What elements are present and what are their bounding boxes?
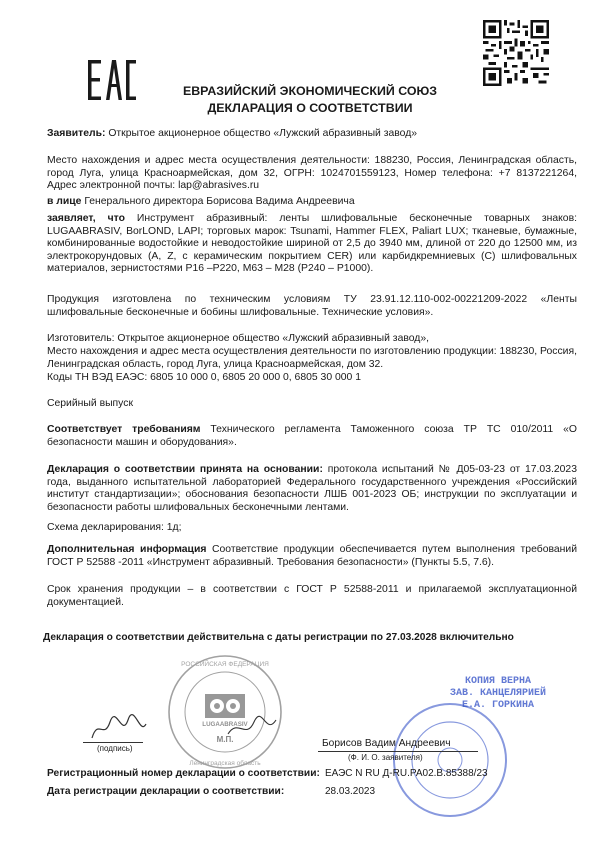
- qr-code: [483, 20, 549, 86]
- name-caption: (Ф. И. О. заявителя): [348, 753, 423, 762]
- copy-stamp-line3: Е.А. ГОРКИНА: [461, 700, 534, 711]
- tnved-codes: Коды ТН ВЭД ЕАЭС: 6805 10 000 0, 6805 20 000 0, 6805 30 000 1: [47, 372, 362, 383]
- mp-label: М.П.: [216, 735, 234, 744]
- registration-number-label: Регистрационный номер декларации о соответствии:: [47, 768, 320, 779]
- declares-label: заявляет, что: [47, 213, 125, 224]
- address-paragraph: Место нахождения и адрес места осуществления деятельности: 188230, Россия, Ленинградская область, город Луга, улица Красноармейская, дом 32, ОГРН: 1024701559123, Номер телефона: +7 8137221264, Адрес электронной почты: lap@abrasives.ru: [47, 155, 577, 192]
- applicant-name: Борисов Вадим Андреевич: [322, 738, 451, 749]
- signature-line: [83, 742, 143, 743]
- basis-label: Декларация о соответствии принята на основании:: [47, 464, 323, 475]
- signature-caption: (подпись): [97, 744, 133, 753]
- additional-value: Соответствие продукции обеспечивается путем выполнения требований ГОСТ Р 52588 -2011 «Инструмент абразивный. Требования безопасности» (Пункты 5.5, 7.6).: [47, 544, 577, 568]
- union-title: ЕВРАЗИЙСКИЙ ЭКОНОМИЧЕСКИЙ СОЮЗ: [182, 84, 438, 98]
- requirements-label: Соответствует требованиям: [47, 424, 201, 435]
- person-line: [47, 196, 577, 209]
- name-line: [318, 751, 478, 752]
- storage-paragraph: Срок хранения продукции – в соответствии с ГОСТ Р 52588-2011 и прилагаемой эксплуатационной документацией.: [47, 584, 577, 608]
- additional-paragraph: [47, 544, 577, 569]
- basis-value: протокола испытаний № Д05-03-23 от 17.03.2023 года, выданного испытательной лабораторией Федерального государственного учреждения «Российский институт стандартизации»; обоснования безопасности ЛШБ 001-2023 ОБ; инструкции по эксплуатации и безопасности работы шлифовальных бесконечными лентами.: [47, 464, 577, 513]
- additional-label: Дополнительная информация: [47, 544, 207, 555]
- scheme-line: Схема декларирования: 1д;: [47, 522, 182, 533]
- seal-logo-text: LUGAABRASIV: [202, 721, 248, 728]
- director-signature-scribble: [226, 714, 278, 744]
- registration-date-label: Дата регистрации декларации о соответствии:: [47, 786, 285, 797]
- seal-top-text: РОССИЙСКАЯ ФЕДЕРАЦИЯ: [181, 661, 269, 668]
- serial-production: Серийный выпуск: [47, 398, 134, 409]
- manufacturer-address: Место нахождения и адрес места осуществления деятельности по изготовлению продукции: 188230, Россия, Ленинградская область, город Луга, улица Красноармейская, дом 32.: [47, 346, 577, 370]
- manufacturer-name: Изготовитель: Открытое акционерное общество «Лужский абразивный завод»,: [47, 333, 430, 344]
- copy-stamp-line1: КОПИЯ ВЕРНА: [464, 676, 531, 687]
- applicant-label: Заявитель:: [47, 128, 106, 139]
- registration-number-value: ЕАЭС N RU Д-RU.РА02.В.85388/23: [325, 768, 488, 779]
- requirements-value: Технического регламента Таможенного союза ТР ТС 010/2011 «О безопасности машин и оборудования».: [47, 424, 577, 448]
- applicant-line: [47, 128, 577, 141]
- copy-stamp-line2: ЗАВ. КАНЦЕЛЯРИЕЙ: [449, 688, 546, 699]
- seal-bottom-text: Ленинградская область: [189, 760, 261, 767]
- declares-paragraph: [47, 213, 577, 276]
- applicant-signature-scribble: [88, 712, 148, 744]
- person-label: в лице: [47, 196, 82, 207]
- person-value: Генерального директора Борисова Вадима Андреевича: [84, 196, 355, 207]
- production-paragraph: Продукция изготовлена по техническим условиям ТУ 23.91.12.110-002-00221209-2022 «Ленты шлифовальные бесконечные и бобины шлифовальные. Технические условия».: [47, 294, 577, 318]
- declares-value: Инструмент абразивный: ленты шлифовальные бесконечные товарных знаков: LUGAABRASIV, BorLOND, LAPI; торговых марок: Tsunami, Hammer FLEX, Paliart LUX; тканевые, бумажные, комбинированные водостойкие и неводостойкие шириной от 2,5 до 3940 мм, длиной от 220 до 12500 мм, из электрокорундовых (A, Z, с керамическим покрытием CER) или карбидкремниевых (C) шлифовальных материалов, зернистостями P16 –P220, M63 – M28 (P240 – P1000).: [47, 213, 577, 275]
- registration-date-value: 28.03.2023: [325, 786, 376, 797]
- eac-logo: [88, 60, 136, 100]
- company-seal: [165, 652, 285, 772]
- applicant-value: Открытое акционерное общество «Лужский абразивный завод»: [108, 128, 418, 139]
- requirements-paragraph: [47, 424, 577, 449]
- page-title: ДЕКЛАРАЦИЯ О СООТВЕТСТВИИ: [207, 101, 413, 115]
- validity-line: Декларация о соответствии действительна с даты регистрации по 27.03.2028 включительно: [43, 632, 514, 643]
- basis-paragraph: [47, 464, 577, 514]
